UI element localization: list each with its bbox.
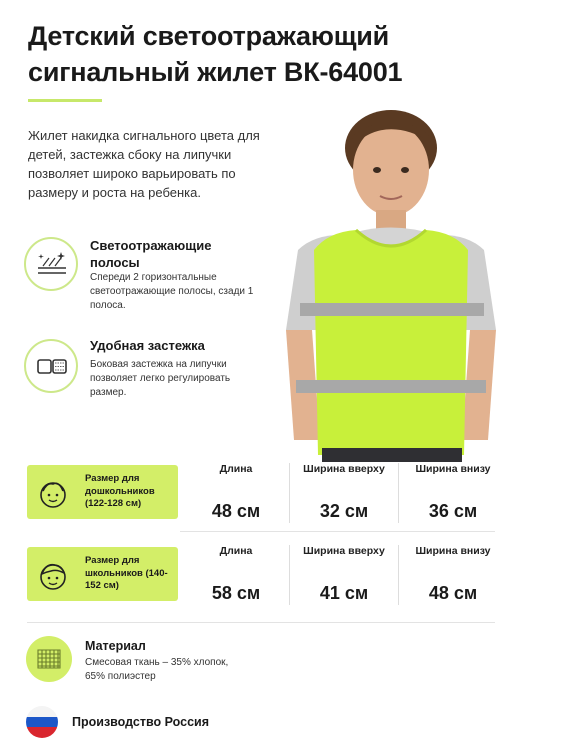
length-value: 48 см	[211, 501, 261, 521]
size-card-preschool	[27, 465, 178, 519]
length-column	[187, 463, 285, 521]
size-card-school	[27, 547, 178, 601]
length-value: 58 см	[211, 583, 261, 603]
row-divider	[180, 531, 495, 532]
column-label: Ширина вверху	[303, 463, 385, 475]
column-label: Длина	[219, 463, 253, 475]
product-description: Жилет накидка сигнального цвета для детей, застежка сбоку на липучки позволяет широко варьировать по размеру и роста на ребенка.	[28, 128, 260, 200]
material-description: Смесовая ткань – 35% хлопок, 65% полиэстер	[85, 657, 229, 682]
bottom-width-column	[404, 545, 502, 603]
title-underline	[28, 99, 102, 102]
top-width-value: 32 см	[319, 501, 369, 521]
size-label: Размер для дошкольников (122-128 см)	[85, 473, 155, 509]
divider	[289, 545, 290, 605]
size-row-school	[0, 545, 563, 605]
feature-title: Светоотражающие полосы	[90, 238, 212, 270]
top-width-column	[295, 463, 393, 521]
top-width-value: 41 см	[319, 583, 369, 603]
size-label: Размер для школьников (140-152 см)	[85, 555, 168, 591]
divider	[289, 463, 290, 523]
child-face-icon	[37, 478, 69, 510]
bottom-width-column	[404, 463, 502, 521]
feature-description: Боковая застежка на липучки позволяет легко регулировать размер.	[90, 359, 231, 398]
russia-flag-icon	[26, 706, 58, 738]
bottom-width-value: 36 см	[428, 501, 478, 521]
divider	[398, 545, 399, 605]
origin-label: Производство Россия	[72, 715, 209, 729]
fabric-icon	[26, 636, 72, 682]
section-divider	[27, 622, 495, 623]
bottom-width-value: 48 см	[428, 583, 478, 603]
feature-description: Спереди 2 горизонтальные светоотражающие полосы, сзади 1 полоса.	[90, 272, 254, 311]
size-row-preschool	[0, 463, 563, 523]
material-title: Материал	[85, 639, 146, 653]
feature-title: Удобная застежка	[90, 338, 205, 353]
child-face-icon	[37, 560, 69, 592]
reflective-stripes-icon	[24, 237, 78, 291]
column-label: Ширина внизу	[415, 463, 491, 475]
column-label: Ширина вверху	[303, 545, 385, 557]
velcro-fastener-icon	[24, 339, 78, 393]
top-width-column	[295, 545, 393, 603]
page-title: Детский светоотражающий сигнальный жилет ВК-64001	[28, 21, 403, 87]
divider	[398, 463, 399, 523]
column-label: Длина	[219, 545, 253, 557]
length-column	[187, 545, 285, 603]
child-in-vest-image	[276, 100, 506, 462]
column-label: Ширина внизу	[415, 545, 491, 557]
